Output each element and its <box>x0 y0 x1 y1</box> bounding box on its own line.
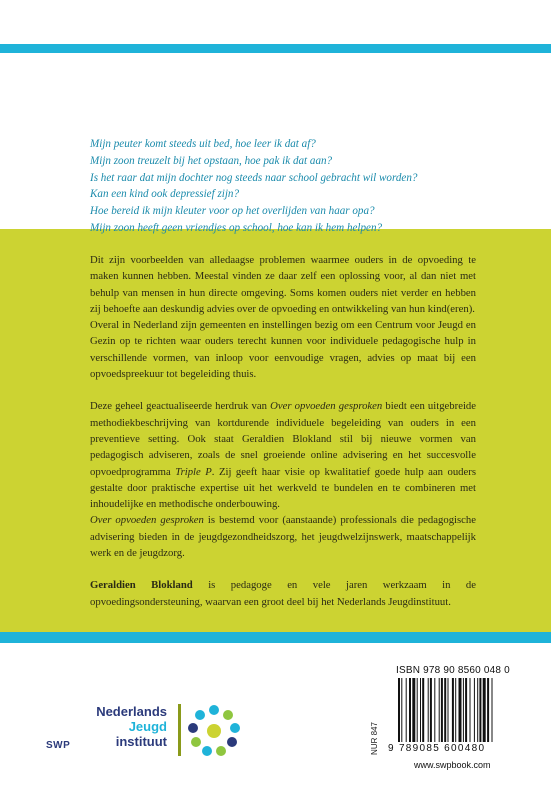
top-accent-stripe <box>0 44 551 53</box>
question-item: Kan een kind ook depressief zijn? <box>90 188 240 201</box>
author-paragraph <box>90 577 476 610</box>
question-item: Mijn zoon heeft geen vriendjes op school, hoe kan ik hem helpen? <box>90 221 383 234</box>
barcode-icon <box>396 678 521 742</box>
publisher-logo: SWP <box>46 740 71 751</box>
author-name: Geraldien Blokland <box>90 579 193 592</box>
isbn-label: ISBN 978 90 8560 048 0 <box>396 665 510 676</box>
question-item: Hoe bereid ik mijn kleuter voor op het overlijden van haar opa? <box>90 205 375 218</box>
question-list <box>90 136 530 237</box>
nur-text: NUR 847 <box>369 722 379 755</box>
book-title: Over opvoeden gesproken <box>270 400 383 413</box>
description-text: . Zij geeft haar visie op kwalitatief goede hulp aan ouders gestalte door praktische expertise uit het werkveld te bundelen en te combineren met inhoudelijke en methodische onderbouwing. <box>90 465 476 511</box>
nur-code <box>370 720 384 760</box>
author-bio: is pedagoge en vele jaren werkzaam in de opvoedingsondersteuning, waarvan een groot deel bij het Nederlands Jeugdinstituut. <box>90 579 476 608</box>
intro-paragraph: Dit zijn voorbeelden van alledaagse problemen waarmee ouders in de opvoeding te maken kunnen hebben. Meestal vinden ze daar zelf een oplossing voor, al dan niet met behulp van mensen in hun directe omgeving. Soms komen ouders niet verder en hebben zij behoefte aan deskundig advies over de opvoeding en ontwikkeling van hun kind(eren). <box>90 254 476 315</box>
context-paragraph: Overal in Nederland zijn gemeenten en instellingen bezig om een Centrum voor Jeugd en Gezin op te richten waar ouders terecht kunnen voor individuele pedagogische hulp in verschillende vormen, van inloop voor eenvoudige vragen, advies op maat bij een opvoedspreekuur tot begeleiding thuis. <box>90 319 476 381</box>
question-item: Mijn peuter komt steeds uit bed, hoe leer ik dat af? <box>90 138 316 150</box>
book-title: Over opvoeden gesproken <box>90 514 204 527</box>
bottom-accent-stripe <box>0 632 551 643</box>
back-cover-text <box>90 252 476 610</box>
logo-text-line: instituut <box>115 734 167 749</box>
program-name: Triple P <box>175 465 212 478</box>
audience-paragraph <box>90 512 476 561</box>
description-text: Deze geheel geactualiseerde herdruk van <box>90 400 271 413</box>
nji-logo <box>96 704 299 764</box>
people-circle-icon <box>187 704 241 758</box>
logo-divider <box>178 704 181 756</box>
logo-text-line: Nederlands <box>96 704 167 719</box>
question-item: Is het raar dat mijn dochter nog steeds naar school gebracht wil worden? <box>90 171 418 184</box>
question-item: Mijn zoon treuzelt bij het opstaan, hoe pak ik dat aan? <box>90 154 333 167</box>
publisher-website: www.swpbook.com <box>414 760 491 770</box>
description-text: biedt een uitgebreide methodiekbeschrijving van kortdurende individuele begeleiding van ouders in een preventieve setting. Ook staat Geraldien Blokland stil bij nieuwe vormen van pedagogisch adviseren, zoals de snel groeiende online advisering en het succesvolle opvoedprogramma <box>90 400 477 478</box>
description-paragraph <box>90 398 476 512</box>
barcode-digits: 9 789085 600480 <box>388 743 486 754</box>
logo-text-line: Jeugd <box>128 719 167 734</box>
audience-text: is bestemd voor (aanstaande) professionals die pedagogische advisering bieden in de jeugdgezondheidszorg, het jeugdwelzijnswerk, maatschappelijk werk en de jeugdzorg. <box>90 514 476 560</box>
